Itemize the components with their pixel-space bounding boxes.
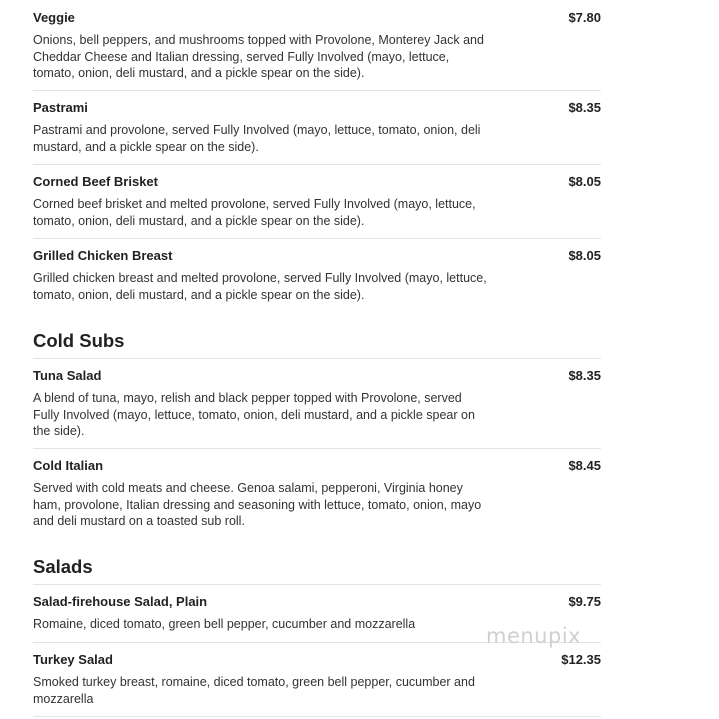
- item-divider: [33, 238, 601, 239]
- item-price: $8.35: [568, 368, 601, 383]
- section-title-cold-subs: Cold Subs: [33, 330, 125, 351]
- item-description: Corned beef brisket and melted provolone, served Fully Involved (mayo, lettuce, tomato, onion, deli mustard, and a pickle spear on the side).: [33, 197, 476, 228]
- item-price: $8.05: [568, 174, 601, 189]
- item-price: $8.35: [568, 100, 601, 115]
- item-description: Smoked turkey breast, romaine, diced tomato, green bell pepper, cucumber and mozzarella: [33, 675, 475, 706]
- item-description: A blend of tuna, mayo, relish and black pepper topped with Provolone, served Fully Involved (mayo, lettuce, tomato, onion, deli mustard, and a pickle spear on the side).: [33, 391, 475, 438]
- item-price: $7.80: [568, 10, 601, 25]
- menu-item-turkey-salad: [33, 652, 601, 708]
- item-name: Turkey Salad: [33, 652, 113, 667]
- item-name: Tuna Salad: [33, 368, 102, 383]
- item-name: Salad-firehouse Salad, Plain: [33, 594, 208, 609]
- section-divider: [33, 584, 601, 585]
- item-name: Veggie: [33, 10, 75, 25]
- item-price: $8.05: [568, 248, 601, 263]
- item-divider: [33, 90, 601, 91]
- section-divider: [33, 358, 601, 359]
- item-price: $8.45: [568, 458, 601, 473]
- item-price: $9.75: [568, 594, 601, 609]
- item-description: Onions, bell peppers, and mushrooms topped with Provolone, Monterey Jack and Cheddar Cheese and Italian dressing, served Fully Involved (mayo, lettuce, tomato, onion, deli mustard, and a pickle spear on the side).: [33, 33, 484, 80]
- menu-item-pastrami: [33, 100, 601, 156]
- section-title-salads: Salads: [33, 556, 93, 577]
- item-divider: [33, 716, 601, 717]
- menupix-watermark: menupix: [486, 624, 582, 648]
- item-name: Corned Beef Brisket: [33, 174, 158, 189]
- item-divider: [33, 164, 601, 165]
- menu-item-grilled-chicken-breast: [33, 248, 601, 304]
- item-price: $12.35: [561, 652, 601, 667]
- item-name: Pastrami: [33, 100, 88, 115]
- menu-item-tuna-salad: [33, 368, 601, 440]
- menu-item-veggie: [33, 10, 601, 80]
- item-description: Grilled chicken breast and melted provolone, served Fully Involved (mayo, lettuce, tomato, onion, deli mustard, and a pickle spear on the side).: [33, 271, 487, 302]
- item-name: Cold Italian: [33, 458, 104, 473]
- menu-item-corned-beef-brisket: [33, 174, 601, 230]
- item-description: Romaine, diced tomato, green bell pepper, cucumber and mozzarella: [33, 617, 416, 631]
- item-divider: [33, 448, 601, 449]
- item-description: Served with cold meats and cheese. Genoa salami, pepperoni, Virginia honey ham, provolone, Italian dressing and seasoning with lettuce, tomato, onion, mayo and deli mustard on a toasted sub roll.: [33, 481, 482, 528]
- menu-item-cold-italian: [33, 458, 601, 530]
- item-name: Grilled Chicken Breast: [33, 248, 173, 263]
- item-description: Pastrami and provolone, served Fully Involved (mayo, lettuce, tomato, onion, deli mustard, and a pickle spear on the side).: [33, 123, 481, 154]
